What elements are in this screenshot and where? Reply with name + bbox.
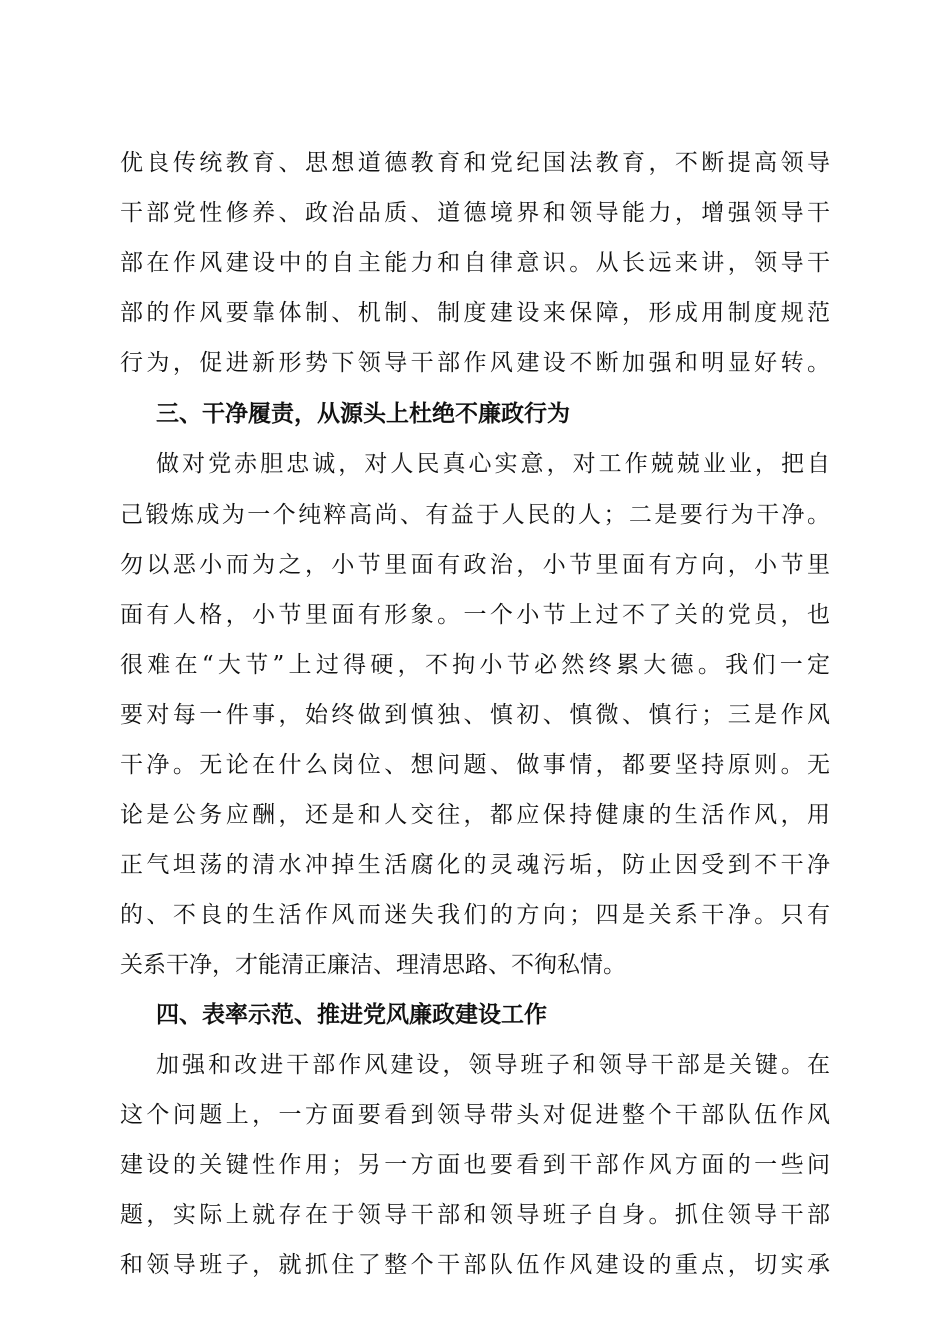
text-line: 部的作风要靠体制、机制、制度建设来保障，形成用制度规范: [120, 300, 830, 326]
text-line: 很难在“大节”上过得硬，不拘小节必然终累大德。我们一定: [120, 652, 830, 678]
text-line: 勿以恶小而为之，小节里面有政治，小节里面有方向，小节里: [120, 552, 830, 578]
text-line: 行为，促进新形势下领导干部作风建设不断加强和明显好转。: [120, 350, 830, 376]
text-line: 干净。无论在什么岗位、想问题、做事情，都要坚持原则。无: [120, 752, 830, 778]
text-line: 做对党赤胆忠诚，对人民真心实意，对工作兢兢业业，把自: [156, 451, 830, 477]
text-line: 要对每一件事，始终做到慎独、慎初、慎微、慎行；三是作风: [120, 702, 830, 728]
text-line: 干部党性修养、政治品质、道德境界和领导能力，增强领导干: [120, 200, 830, 226]
text-line: 关系干净，才能清正廉洁、理清思路、不徇私情。: [120, 952, 626, 978]
text-line: 的、不良的生活作风而迷失我们的方向；四是关系干净。只有: [120, 902, 830, 928]
text-line: 建设的关键性作用；另一方面也要看到干部作风方面的一些问: [120, 1152, 830, 1178]
text-line: 优良传统教育、思想道德教育和党纪国法教育，不断提高领导: [120, 150, 830, 176]
text-line: 论是公务应酬，还是和人交往，都应保持健康的生活作风，用: [120, 802, 830, 828]
text-line: 正气坦荡的清水冲掉生活腐化的灵魂污垢，防止因受到不干净: [120, 852, 830, 878]
section-4-heading: 四、表率示范、推进党风廉政建设工作: [156, 1002, 547, 1028]
text-line: 面有人格，小节里面有形象。一个小节上过不了关的党员，也: [120, 602, 830, 628]
text-line: 部在作风建设中的自主能力和自律意识。从长远来讲，领导干: [120, 250, 830, 276]
text-line: 加强和改进干部作风建设，领导班子和领导干部是关键。在: [156, 1052, 830, 1078]
text-line: 这个问题上，一方面要看到领导带头对促进整个干部队伍作风: [120, 1102, 830, 1128]
text-line: 题，实际上就存在于领导干部和领导班子自身。抓住领导干部: [120, 1202, 830, 1228]
text-line: 和领导班子，就抓住了整个干部队伍作风建设的重点，切实承: [120, 1252, 830, 1278]
section-3-heading: 三、干净履责，从源头上杜绝不廉政行为: [156, 401, 570, 427]
text-line: 己锻炼成为一个纯粹高尚、有益于人民的人；二是要行为干净。: [120, 502, 830, 528]
